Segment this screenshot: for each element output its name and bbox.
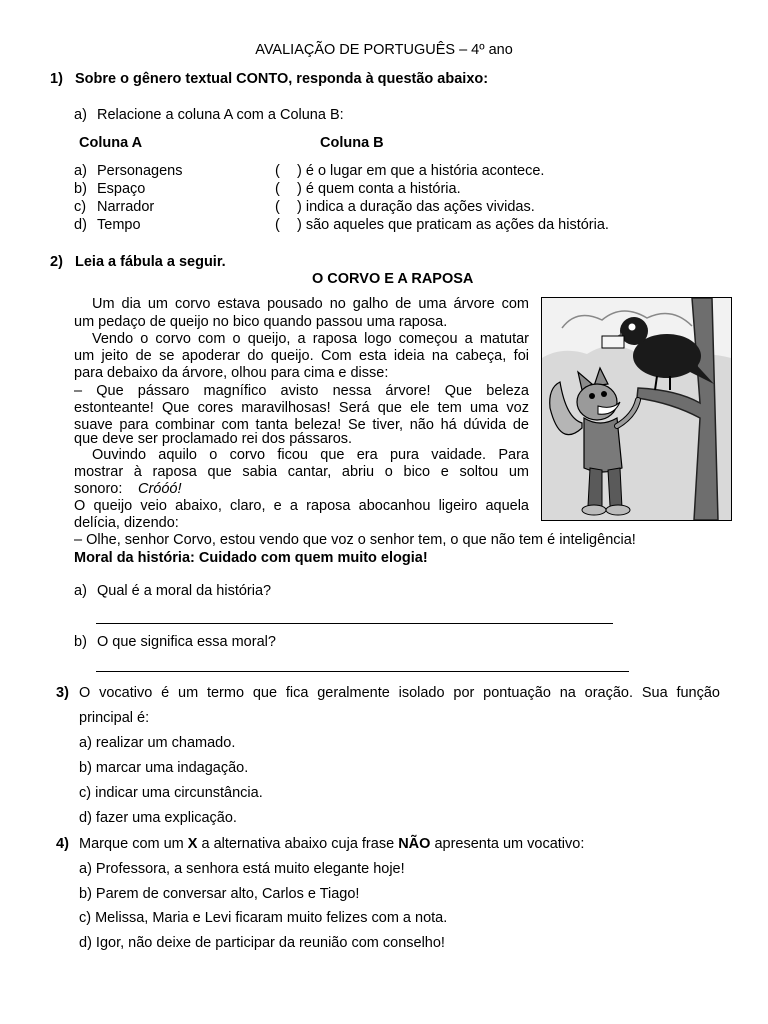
- q2-prompt: Leia a fábula a seguir.: [75, 254, 226, 270]
- q3-option[interactable]: d) fazer uma explicação.: [79, 810, 237, 826]
- q4-prompt-part: Marque com um: [79, 836, 184, 852]
- column-a-item: Espaço: [97, 181, 146, 197]
- q4-option[interactable]: c) Melissa, Maria e Levi ficaram muito felizes com a nota.: [79, 910, 448, 926]
- q3-prompt-line: principal é:: [79, 710, 150, 726]
- column-b-item: ) indica a duração das ações vividas.: [297, 199, 535, 215]
- q3-option[interactable]: c) indicar uma circunstância.: [79, 785, 263, 801]
- column-a-item-letter: d): [74, 217, 87, 233]
- column-a-item-letter: a): [74, 163, 87, 179]
- q4-option[interactable]: b) Parem de conversar alto, Carlos e Tiago!: [79, 886, 360, 902]
- fable-line: Ouvindo aquilo o corvo ficou que era pura vaidade. Para: [92, 447, 529, 463]
- q3-number: 3): [56, 685, 69, 701]
- fable-line: para debaixo da árvore, olhou para cima e disse:: [74, 365, 389, 381]
- column-a-item: Personagens: [97, 163, 183, 179]
- q2-sub-a-text: Qual é a moral da história?: [97, 583, 272, 599]
- answer-blank-paren[interactable]: (: [275, 199, 280, 215]
- fable-line: delícia, dizendo:: [74, 515, 179, 531]
- q3-option[interactable]: a) realizar um chamado.: [79, 735, 236, 751]
- column-b-item: ) é quem conta a história.: [297, 181, 461, 197]
- column-a-item: Narrador: [97, 199, 155, 215]
- q2-number: 2): [50, 254, 63, 270]
- q4-prompt-nao: NÃO: [398, 836, 431, 852]
- column-b-item: ) são aqueles que praticam as ações da história.: [297, 217, 609, 233]
- q2-sub-a-letter: a): [74, 583, 87, 599]
- page-title: AVALIAÇÃO DE PORTUGUÊS – 4º ano: [255, 42, 513, 58]
- q4-prompt-part: apresenta um vocativo:: [434, 836, 585, 852]
- answer-blank-paren[interactable]: (: [275, 217, 280, 233]
- q4-option[interactable]: d) Igor, não deixe de participar da reunião com conselho!: [79, 935, 445, 951]
- column-b-header: Coluna B: [320, 135, 384, 151]
- fable-line: um pedaço de queijo no bico quando passou uma raposa.: [74, 314, 448, 330]
- fable-line: O queijo veio abaixo, claro, e a raposa abocanhou ligeiro aquela: [74, 498, 529, 514]
- fable-line: mostrar à raposa que sabia cantar, abriu o bico e soltou um: [74, 464, 529, 480]
- q3-prompt-line: O vocativo é um termo que fica geralmente isolado por pontuação na oração. Sua função: [79, 685, 720, 701]
- q3-option[interactable]: b) marcar uma indagação.: [79, 760, 249, 776]
- q2-sub-b-letter: b): [74, 634, 87, 650]
- crow-sound: Cróóó!: [138, 481, 182, 497]
- fable-line: um jeito de se apoderar do queijo. Com esta ideia na cabeça, foi: [74, 348, 529, 364]
- q1-prompt: Sobre o gênero textual CONTO, responda à questão abaixo:: [75, 71, 489, 87]
- q4-prompt: [79, 836, 584, 852]
- fable-line: que deve ser proclamado rei dos pássaros.: [74, 431, 353, 447]
- fable-line: – Que pássaro magnífico avisto nessa árvore! Que beleza: [74, 383, 529, 399]
- q1-number: 1): [50, 71, 63, 87]
- fable-line: Vendo o corvo com o queijo, a raposa logo começou a matutar: [92, 331, 529, 347]
- q1-sub-a-letter: a): [74, 107, 87, 123]
- column-a-item-letter: b): [74, 181, 87, 197]
- answer-blank-paren[interactable]: (: [275, 181, 280, 197]
- q4-option[interactable]: a) Professora, a senhora está muito elegante hoje!: [79, 861, 405, 877]
- answer-blank-paren[interactable]: (: [275, 163, 280, 179]
- fable-line: sonoro:: [74, 481, 123, 497]
- fable-line: Um dia um corvo estava pousado no galho de uma árvore com: [92, 296, 529, 312]
- column-b-item: ) é o lugar em que a história acontece.: [297, 163, 545, 179]
- q4-number: 4): [56, 836, 69, 852]
- story-title: O CORVO E A RAPOSA: [312, 271, 474, 287]
- column-a-item-letter: c): [74, 199, 87, 215]
- answer-line[interactable]: [96, 671, 629, 672]
- q2-sub-b-text: O que significa essa moral?: [97, 634, 276, 650]
- moral-text: Moral da história: Cuidado com quem muito elogia!: [74, 550, 428, 566]
- column-a-item: Tempo: [97, 217, 141, 233]
- q1-sub-a-text: Relacione a coluna A com a Coluna B:: [97, 107, 344, 123]
- fable-line: – Olhe, senhor Corvo, estou vendo que voz o senhor tem, o que não tem é inteligência!: [74, 532, 636, 548]
- q4-prompt-part: a alternativa abaixo cuja frase: [201, 836, 395, 852]
- fable-line: estonteante! Que cores maravilhosas! Será que ele tem uma voz: [74, 400, 529, 416]
- q4-prompt-x: X: [187, 836, 198, 852]
- crow-and-fox-illustration: [541, 297, 732, 521]
- answer-line[interactable]: [96, 623, 613, 624]
- column-a-header: Coluna A: [79, 135, 143, 151]
- fable-line: suave para combinar com tanta beleza! Se tiver, não há dúvida de: [74, 417, 529, 433]
